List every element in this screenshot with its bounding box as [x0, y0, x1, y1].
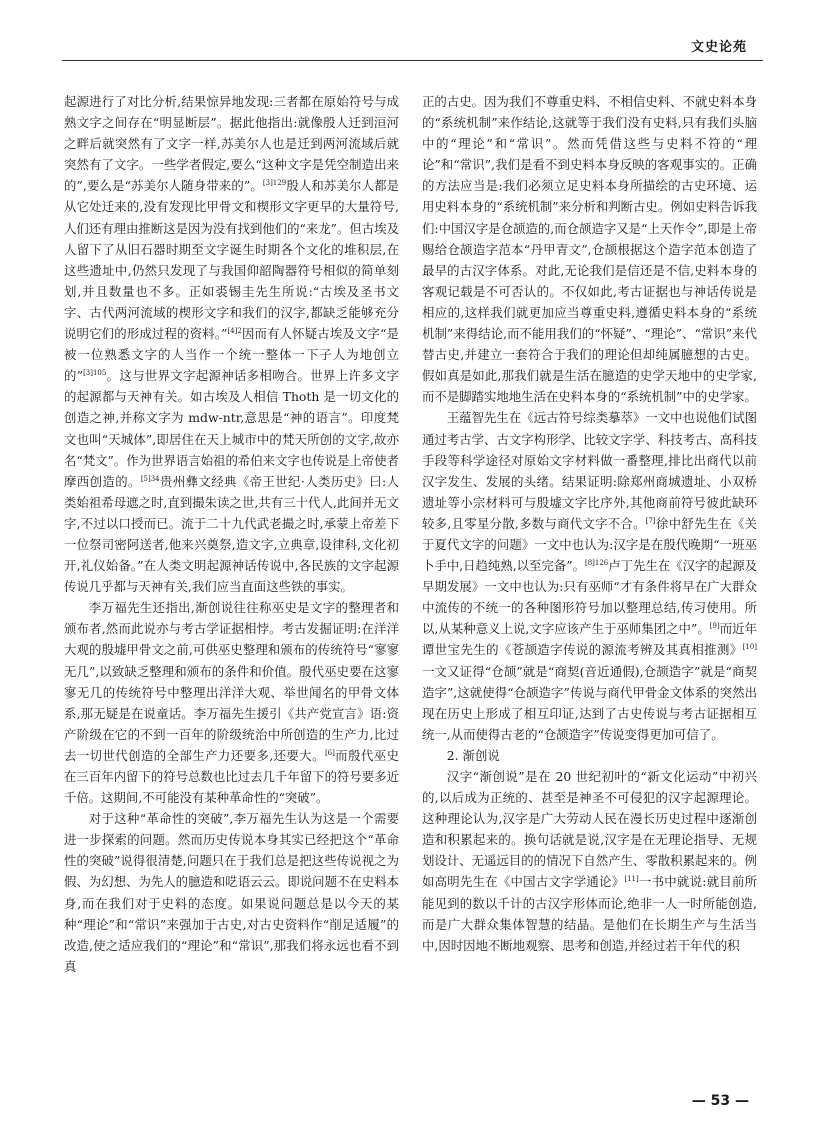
- citation-ref: [7]: [645, 516, 656, 525]
- citation-ref: [6]: [324, 748, 335, 757]
- text-run: 而近年谭世宝先生的《苍颉造字传说的源流考辨及其真相推测》: [422, 621, 758, 658]
- text-run: 徐中舒先生在《关于夏代文字的问题》一文中也认为:汉字是在殷代晚期“一班巫卜手中,日趋纯熟,以至完备”。: [422, 515, 757, 574]
- citation-ref: [5]34: [140, 474, 160, 483]
- citation-ref: [4]2: [227, 326, 242, 335]
- page-number: — 53 —: [691, 1093, 749, 1109]
- citation-ref: [11]: [624, 875, 639, 884]
- paragraph: [422, 407, 757, 745]
- paragraph: [64, 91, 399, 597]
- paragraph: [64, 808, 399, 977]
- text-run: 汉字“渐创说”是在 20 世纪初叶的“新文化运动”中初兴的,以后成为正统的、甚至是神圣不可侵犯的汉字起源理论。这种理论认为,汉字是广大劳动人民在漫长历史过程中逐渐创造和积累起来的。换句话就是说,汉字是在无理论指导、无规划设计、无遥远目的的情况下自然产生、零散积累起来的。例如高明先生在《中国古文字学通论》: [422, 769, 757, 890]
- text-run: 正的古史。因为我们不尊重史料、不相信史料、不就史料本身的“系统机制”来作结论,这就等于我们没有史料,只有我们头脑中的“理论”和“常识”。然而凭借这些与史料不符的“理论”和“常识”,我们是看不到史料本身反映的客观事实的。正确的方法应当是:我们必须立足史料本身所描绘的古史环境、运用史料本身的“系统机制”来分析和判断古史。例如史料告诉我们:中国汉字是仓颉造的,而仓颉造字又是“上天作令”,即是上帝赐给仓颉造字范本“丹甲青文”,仓颉根据这个造字范本创造了最早的古汉字体系。对此,无论我们是信还是不信,史料本身的客观记载是不可否认的。不仅如此,考古证据也与神话传说是相应的,这样我们就更加应当尊重史料,遵循史料本身的“系统机制”来得结论,而不能用我们的“怀疑”、“理论”、“常识”来代替古史,并建立一套符合于我们的理论但却纯属臆想的古史。假如真是如此,那我们就是生活在臆造的史学天地中的史学家,而不是脚踏实地地生活在史料本身的“系统机制”中的史学家。: [422, 94, 757, 405]
- header-rule: [62, 60, 763, 61]
- text-run: 而殷代巫史在三百年内留下的符号总数也比过去几千年留下的符号要多近千倍。这期间,不可能没有某种革命性的“突破”。: [64, 747, 399, 806]
- text-run: 因而有人怀疑古埃及文字“是被一位熟悉文字的人当作一个统一整体一下子人为地创立的”: [64, 326, 399, 384]
- citation-ref: [3]129: [262, 179, 287, 188]
- citation-ref: [8]126: [584, 558, 609, 567]
- text-run: 王蕴智先生在《远古符号综类摹萃》一文中也说他们试图通过考古学、古文字构形学、比较文字学、科技考古、高科技手段等科学途径对原始文字材料做一番整理,排比出商代以前汉字发生、发展的头绪。结果证明:除郑州商城遗址、小双桥遗址等小宗材料可与殷墟文字比序外,其他商前符号彼此缺环较多,且零星分散,多数与商代文字不合。: [422, 410, 757, 531]
- section-subheading: 2. 渐创说: [446, 747, 500, 763]
- text-run: 一文又证得“仓颉”就是“商契(音近通假),仓颉造字”就是“商契造字”,这就使得“仓颉造字”传说与商代甲骨金文体系的突然出现在历史上形成了相互印证,达到了古史传说与考古证据相互统一,从而使得古老的“仓颉造字”传说变得更加可信了。: [422, 663, 757, 742]
- right-column: [422, 91, 757, 956]
- text-run: 对于这种“革命性的突破”,李万福先生认为这是一个需要进一步探索的问题。然而历史传说本身其实已经把这个“革命性的突破”说得很清楚,问题只在于我们总是把这些传说视之为假、为幻想、为先人的臆造和呓语云云。即说问题不在史料本身,而在我们对于史料的态度。如果说问题总是以今天的某种“理论”和“常识”来强加于古史,对古史资料作“削足适履”的改造,使之适应我们的“理论”和“常识”,那我们将永远也看不到真: [64, 811, 399, 974]
- paragraph: [64, 597, 399, 808]
- citation-ref: [3]105: [83, 369, 107, 378]
- text-run: 。这与世界文字起源神话多相吻合。世界上许多文字的起源都与天神有关。如古埃及人相信 Thoth 是一切文化的创造之神,并称文字为 mdw-ntr,意思是“神的语言”。印度梵文也叫“天城体”,即居住在天上城市中的梵天所创的文字,故亦名“梵文”。作为世界语言始祖的希伯来文字也传说是上帝使者摩西创造的。: [64, 368, 399, 489]
- text-run: 卢丁先生在《汉字的起源及早期发展》一文中也认为:只有巫师“才有条件将早在广大群众中流传的不统一的各种图形符号加以整理总结,传习使用。所以,从某种意义上说,文字应该产生于巫师集团之中”。: [422, 558, 757, 637]
- left-column: [64, 91, 399, 977]
- citation-ref: [9]: [709, 622, 720, 631]
- text-run: 贵州彝文经典《帝王世纪·人类历史》曰:人类始祖希母遮之时,直到撮朱读之世,共有三十代人,此间并无文字,不过以口授而已。流于二十九代武老撮之时,承蒙上帝差下一位祭司密阿送者,他来兴奠祭,造文字,立典章,设律科,文化初开,礼仪始备。”在人类文明起源神话传说中,各民族的文字起源传说几乎都与天神有关,我们应当直面这些铁的事实。: [64, 473, 399, 595]
- text-run: 一书中就说:就目前所能见到的数以千计的古汉字形体而论,绝非一人一时所能创造,而是广大群众集体智慧的结晶。是他们在长期生产与生活当中,因时因地不断地观察、思考和创造,并经过若干年代的积: [422, 874, 757, 953]
- text-run: 起源进行了对比分析,结果惊异地发现:三者都在原始符号与成熟文字之间存在“明显断层”。据此他指出:就像殷人迁到洹河之畔后就突然有了文字一样,苏美尔人也是迁到两河流域后就突然有了文字。一些学者假定,要么“这种文字是凭空制造出来的”,要么是“苏美尔人随身带来的”。: [64, 94, 399, 194]
- citation-ref: [10]: [742, 643, 757, 652]
- text-run: 李万福先生还指出,渐创说往往称巫史是文字的整理者和颁布者,然而此说亦与考古学证据相悖。考古发掘证明:在洋洋大观的殷墟甲骨文之前,可供巫史整理和颁布的传统符号“寥寥无几”,以致缺乏整理和颁布的条件和价值。殷代巫史要在这寥寥无几的传统符号中整理出洋洋大观、举世闻名的甲骨文体系,那无疑是在说童话。李万福先生援引《共产党宣言》语:资产阶级在它的不到一百年的阶级统治中所创造的生产力,比过去一切世代创造的全部生产力还要多,还要大。: [64, 600, 399, 763]
- paragraph: [422, 91, 757, 407]
- paragraph: [422, 766, 757, 956]
- section-title: 文史论苑: [690, 40, 747, 55]
- text-run: 殷人和苏美尔人都是从它处迁来的,没有发现比甲骨文和楔形文字更早的大量符号,人们还有理由推断这是因为没有找到他们的“来龙”。但古埃及人留下了从旧石器时期至文字诞生时期各个文化的堆积层,在这些遗址中,仍然只发现了与我国仰韶陶器符号相似的简单刻划,并且数量也不多。正如裘锡圭先生所说:“古埃及圣书文字、古代两河流域的楔形文字和我们的汉字,都缺乏能够充分说明它们的形成过程的资料。”: [64, 178, 399, 342]
